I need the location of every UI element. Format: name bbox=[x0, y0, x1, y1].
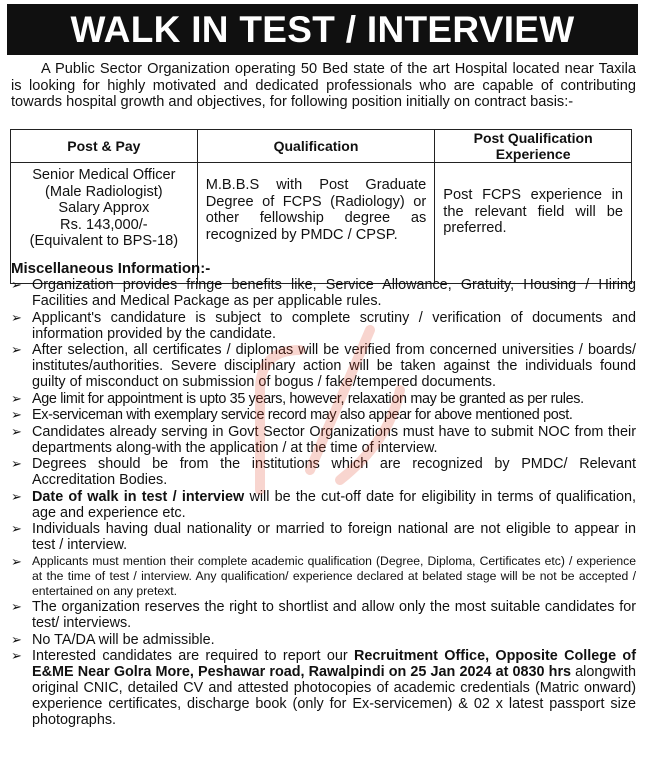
list-item: ➢ Applicant's candidature is subject to complete scrutiny / verification of documents and information provided by the candidate. bbox=[11, 309, 636, 342]
experience-cell: Post FCPS experience in the relevant field will be preferred. bbox=[435, 163, 632, 284]
arrow-bullet-icon: ➢ bbox=[11, 488, 22, 504]
list-item: ➢ Organization provides fringe benefits like, Service Allowance, Gratuity, Housing / Hiring Facilities and Medical Package as per applicable rules. bbox=[11, 277, 636, 309]
list-item: ➢ Ex-serviceman with exemplary service record may also appear for above mentioned post. bbox=[11, 407, 573, 423]
arrow-bullet-icon: ➢ bbox=[11, 521, 22, 536]
arrow-bullet-icon: ➢ bbox=[11, 390, 22, 406]
arrow-bullet-icon: ➢ bbox=[11, 631, 22, 647]
arrow-bullet-icon: ➢ bbox=[11, 277, 22, 292]
list-item-walkin-date: ➢ Date of walk in test / interview will be the cut-off date for eligibility in terms of qualification, age and experience etc. bbox=[11, 488, 636, 521]
post-specialty: (Male Radiologist) bbox=[45, 183, 163, 200]
arrow-bullet-icon: ➢ bbox=[11, 599, 22, 614]
arrow-bullet-icon: ➢ bbox=[11, 309, 22, 325]
intro-paragraph: A Public Sector Organization operating 50 Bed state of the art Hospital located near Taxila is looking for highly motivated and dedicated professionals who are capable of contributing towards hospital growth and objectives, for following position initially on contract basis:- bbox=[11, 61, 636, 111]
list-item: ➢ Age limit for appointment is upto 35 years, however, relaxation may be granted as per rules. bbox=[11, 390, 584, 407]
list-item-report: ➢ Interested candidates are required to report our Recruitment Office, Opposite College of E&ME Near Golra More, Peshawar road, Rawalpindi on 25 Jan 2024 at 0830 hrs alongwith original CNIC, detailed CV and attested photocopies of academic credentials (Matric onward) experience certificates, discharge book (only for Ex-servicemen) & 02 x latest passport size photographs. bbox=[11, 648, 637, 728]
recruitment-office-bold: Recruitment Office, Opposite College of E&ME Near Golra More, Peshawar road, Rawalpindi on 25 Jan 2024 at 0830 hrs bbox=[32, 648, 637, 680]
misc-list bbox=[11, 277, 636, 729]
table-header-row bbox=[11, 130, 632, 163]
salary-equivalent: (Equivalent to BPS-18) bbox=[29, 233, 179, 249]
arrow-bullet-icon: ➢ bbox=[11, 553, 22, 569]
list-item: ➢ Candidates already serving in Govt Sector Organizations must have to submit NOC from their departments along-with the application / at the time of interview. bbox=[11, 423, 636, 456]
arrow-bullet-icon: ➢ bbox=[11, 423, 22, 439]
list-item: ➢ Individuals having dual nationality or married to foreign national are not eligible to appear in test / interview. bbox=[11, 521, 636, 553]
arrow-bullet-icon: ➢ bbox=[11, 407, 22, 422]
list-item: ➢ The organization reserves the right to shortlist and allow only the most suitable candidates for test/ interviews. bbox=[11, 599, 636, 631]
salary-amount: Rs. 143,000/- bbox=[60, 216, 148, 233]
arrow-bullet-icon: ➢ bbox=[11, 648, 22, 663]
list-item: ➢ Applicants must mention their complete academic qualification (Degree, Diploma, Certificates etc) / experience at the time of test / interview. Any qualification/ experience declared at belated stage will be not be accepted / entertained on any pretext. bbox=[11, 553, 636, 598]
header-qualification: Qualification bbox=[197, 130, 435, 163]
banner-title: WALK IN TEST / INTERVIEW bbox=[7, 4, 638, 55]
list-item: ➢ Degrees should be from the institutions which are recognized by PMDC/ Relevant Accreditation Bodies. bbox=[11, 456, 636, 488]
post-title: Senior Medical Officer bbox=[32, 167, 176, 183]
qualification-cell: M.B.B.S with Post Graduate Degree of FCPS (Radiology) or other fellowship degree as recognized by PMDC / CPSP. bbox=[197, 163, 435, 284]
list-item: ➢ No TA/DA will be admissible. bbox=[11, 631, 215, 648]
list-item: ➢ After selection, all certificates / diplomas will be verified from concerned universities / boards/ institutes/authorities. Severe disciplinary action will be taken against the individuals found guilty of misconduct on submission of bogus / fake/tempered documents. bbox=[11, 342, 636, 390]
salary-label: Salary Approx bbox=[58, 200, 150, 216]
misc-heading: Miscellaneous Information:- bbox=[11, 260, 211, 277]
header-experience: Post Qualification Experience bbox=[435, 130, 632, 163]
walkin-date-bold: Date of walk in test / interview bbox=[32, 488, 245, 505]
arrow-bullet-icon: ➢ bbox=[11, 456, 22, 471]
arrow-bullet-icon: ➢ bbox=[11, 342, 22, 357]
header-post-pay: Post & Pay bbox=[11, 130, 198, 163]
